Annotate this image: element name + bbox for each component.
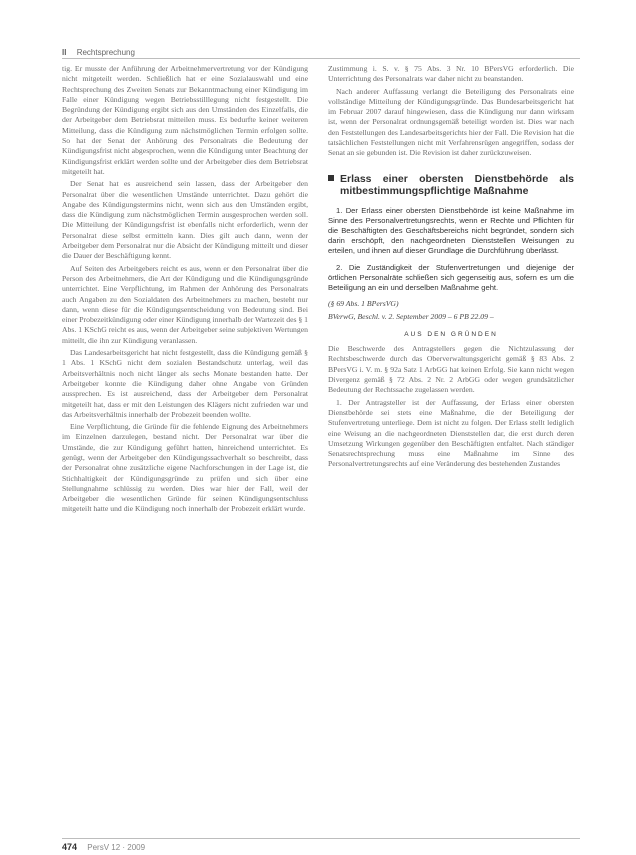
guideline: 2. Die Zuständigkeit der Stufenvertretungen und diejenige der örtlichen Personalräte schließen sich gegenseitig aus, sofern es um die Beteiligung an ein und derselben Maßnahme geht.	[328, 262, 574, 293]
paragraph: Eine Verpflichtung, die Gründe für die fehlende Eignung des Arbeitnehmers im Einzelnen darzulegen, bestand nicht. Der Personalrat war über die Umstände, die zur Kündigung geführt hatten, hinreichend unterrichtet. Es genügt, wenn der Arbeitgeber den Kündigungssachverhalt so beschreibt, dass der Personalrat ohne zusätzliche eigene Nachforschungen in der Lage ist, die Stichhaltigkeit der Kündigungsgründe zu prüfen und sich über eine Stellungnahme schlüssig zu werden. Dies war hier der Fall, weil der Arbeitgeber die wesentlichen Gründe für seinen Kündigungsentschluss mitgeteilt hatte und die Kündigung noch innerhalb der Probezeit erklärt wurde.	[62, 422, 308, 514]
article-heading-text: Erlass einer obersten Dienstbehörde als mitbestimmungspflichtige Maßnahme	[340, 172, 574, 198]
paragraph: Auf Seiten des Arbeitgebers reicht es aus, wenn er den Personalrat über die Person des Arbeitnehmers, die Art der Kündigung und die Kündigungsgründe unterrichtet. Eine Verpflichtung, im Rahmen der Anhörung des Personalrats auch Angaben zu den Sozialdaten des Arbeitnehmers zu machen, besteht nur dann, wenn diese für die Kündigungsentscheidung von Bedeutung sind. Bei einer Probezeitkündigung oder einer Kündigung innerhalb der Wartezeit des § 1 Abs. 1 KSchG reicht es aus, wenn der Arbeitgeber seine subjektiven Wertungen mitteilt, die ihn zur Kündigung veranlassen.	[62, 263, 309, 345]
guidelines	[328, 206, 574, 294]
footer	[62, 842, 145, 852]
left-column	[62, 64, 308, 517]
section-title: Rechtsprechung	[76, 48, 135, 57]
issue-label: PersV 12 · 2009	[87, 843, 146, 852]
statute-citation: (§ 69 Abs. 1 BPersVG)	[328, 299, 399, 309]
article-heading	[328, 173, 574, 198]
footer-rule	[62, 838, 580, 839]
header-rule	[62, 58, 580, 59]
page-number: 474	[62, 842, 78, 852]
running-head	[62, 48, 135, 57]
square-bullet-icon	[328, 175, 334, 181]
section-number: II	[62, 48, 67, 57]
paragraph: 1. Der Antragsteller ist der Auffassung, der Erlass einer obersten Dienstbehörde sei stets eine Maßnahme, die der Beteiligung der Stufenvertretung unterliege. Dem ist nicht zu folgen. Der Erlass stellt lediglich eine Weisung an die nachgeordneten Dienststellen dar, die erst durch deren Umsetzung Wirkungen gegenüber den Beschäftigten entfaltet. Nach ständiger Senatsrechtsprechung muss eine Maßnahme im Sinne des Personalvertretungsrechts auf eine Veränderung des bestehenden Zustandes	[328, 397, 574, 469]
court-reference: BVerwG, Beschl. v. 2. September 2009 – 6 PB 22.09 –	[328, 311, 494, 321]
grounds-label: AUS DEN GRÜNDEN	[404, 330, 498, 338]
right-column	[328, 64, 574, 472]
paragraph: Die Beschwerde des Antragstellers gegen die Nichtzulassung der Rechtsbeschwerde durch das Oberverwaltungsgericht gemäß § 83 Abs. 2 BPersVG i. V. m. § 92a Satz 1 ArbGG hat keinen Erfolg. Sie kann nicht wegen Divergenz gemäß § 72 Abs. 2 Nr. 2 ArbGG oder wegen grundsätzlicher Bedeutung der Rechtssache zugelassen werden.	[328, 344, 574, 395]
paragraph: Nach anderer Auffassung verlangt die Beteiligung des Personalrats eine vollständige Mitteilung der Kündigungsgründe. Das Bundesarbeitsgericht hat im Februar 2007 darauf hingewiesen, dass die Kündigung nur dann wirksam ist, wenn der Personalrat ordnungsgemäß beteiligt worden ist. Dies war nach den Feststellungen des Landesarbeitsgerichts hier der Fall. Die Revision hat die tatsächlichen Feststellungen nicht mit Verfahrensrügen angegriffen, sodass der Senat an sie gebunden ist. Die Revision ist daher zurückzuweisen.	[328, 86, 574, 158]
paragraph: Zustimmung i. S. v. § 75 Abs. 3 Nr. 10 BPersVG erforderlich. Die Unterrichtung des Personalrats war daher nicht zu beanstanden.	[328, 64, 574, 84]
paragraph: Das Landesarbeitsgericht hat nicht festgestellt, dass die Kündigung gemäß § 1 Abs. 1 KSchG nicht dem sozialen Bestandschutz unterlag, weil das Arbeitsverhältnis noch nicht länger als sechs Monate bestanden hatte. Der Arbeitgeber konnte die Kündigung daher ohne Angabe von Gründen aussprechen. Es ist ausreichend, dass der Arbeitgeber dem Personalrat mitgeteilt hat, dass er mit den Leistungen des Klägers nicht zufrieden war und das Arbeitsverhältnis innerhalb der Probezeit beenden wollte.	[62, 348, 308, 419]
paragraph: Der Senat hat es ausreichend sein lassen, dass der Arbeitgeber den Personalrat über die wesentlichen Umstände unterrichtet. Dazu gehört die Angabe des Kündigungstermins nicht, wenn sich aus den Umständen ergibt, dass die Kündigung zum nächstmöglichen Termin ausgesprochen werden soll. Die Mitteilung der Kündigungsfrist ist ebenfalls nicht erforderlich, wenn der Personalrat diese selbst ermitteln kann. Dies gilt auch dann, wenn der Arbeitgeber dem Personalrat nur die Absicht der Kündigung mitteilt und dieser die Dauer der Beschäftigung kennt.	[62, 179, 308, 261]
guideline: 1. Der Erlass einer obersten Dienstbehörde ist keine Maßnahme im Sinne des Personalvertretungsrechts, wenn er Rechte und Pflichten für die Beschäftigten des Geschäftsbereichs nicht begründet, sondern sich darin erschöpft, den nachgeordneten Dienststellen Weisungen zu erteilen, und ihnen auf dieser Grundlage die Durchführung überlässt.	[328, 205, 574, 256]
paragraph: tig. Er musste der Anführung der Arbeitnehmervertretung vor der Kündigung nicht mitgeteilt werden. Schließlich hat er eine Sozialauswahl und eine Rechtsprechung des Zweiten Senats zur Bekanntmachung einer Kündigung im Falle einer Kündigung wegen Betriebsstilllegung nicht festgestellt. Die Begründung der Kündigung ergibt sich aus den Umständen des Einzelfalls, die der Arbeitgeber dem Betriebsrat mitteilen muss. Es bedurfte keiner weiteren Mitteilung, dass die Kündigung zum nächstmöglichen Termin erfolgen sollte. So hat der Senat der Anhörung des Personalrats die Bedeutung der Kündigungsfrist nicht abgesprochen, wenn die Kündigung unter Beachtung der Kündigungsfrist erklärt werden sollte und der Arbeitgeber dies dem Betriebsrat mitgeteilt hat.	[62, 64, 308, 176]
